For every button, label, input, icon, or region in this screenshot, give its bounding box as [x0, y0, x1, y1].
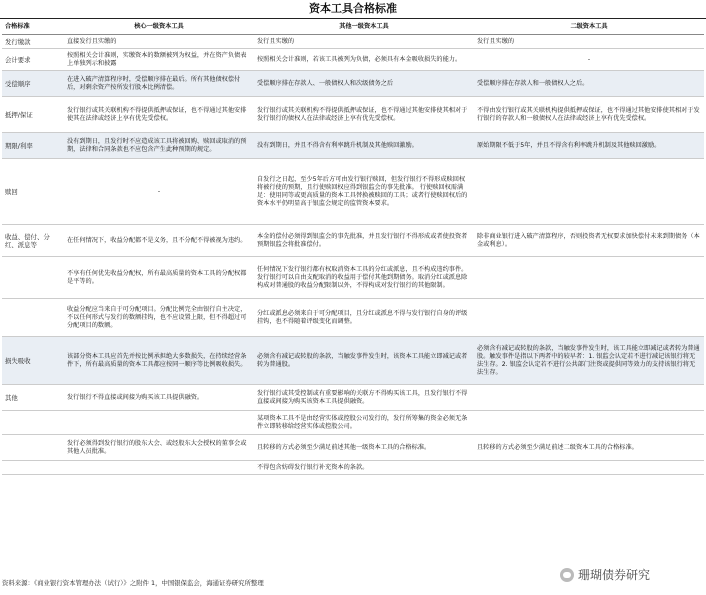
other-tier1-cell: 按照相关会计准则，若该工具被列为负债，必须具有本金吸收损失的能力。	[254, 49, 474, 71]
row-category	[2, 299, 64, 337]
tier2-cell	[474, 411, 704, 435]
row-category: 损失吸收	[2, 337, 64, 385]
table-row	[2, 299, 704, 337]
tier2-cell: 必须含有减记或转股的条款，当触发事件发生时，该工具能立即减记或者转为普通股。触发事件是指以下两者中的较早者：1. 银监会认定若不进行减记该银行将无法生存。2. 银监会认定若不进行公共部门注资或提供同等效力的支持该银行将无法生存。	[474, 337, 704, 385]
tier2-cell: 受偿顺序排在存款人和一般债权人之后。	[474, 71, 704, 97]
tier2-cell	[474, 299, 704, 337]
col-header-other-tier1: 其他一级资本工具	[254, 20, 474, 35]
table-row	[2, 49, 704, 71]
watermark-text: 珊瑚债券研究	[578, 568, 651, 582]
other-tier1-cell: 发行且实缴的	[254, 35, 474, 49]
other-tier1-cell: 发行银行或其受控制或有重要影响的关联方不得购买该工具，且发行银行不得直接或间接为购买该资本工具提供融资。	[254, 385, 474, 411]
other-tier1-cell: 没有到期日，并且不得含有利率跳升机制及其他赎回激励。	[254, 133, 474, 159]
table-row	[2, 385, 704, 411]
table-row	[2, 225, 704, 257]
core-tier1-cell: 该部分资本工具应首先并按比例承担绝大多数损失，在持续经营条件下，所有最高质量的资本工具都应按同一顺序等比例吸收损失。	[64, 337, 254, 385]
tier2-cell: 原始期限不低于5年，并且不得含有利率跳升机制及其他赎回激励。	[474, 133, 704, 159]
other-tier1-cell: 本金的偿付必须得到银监会的事先批准，并且发行银行不得形成或者使投资者预期银监会将批准偿付。	[254, 225, 474, 257]
row-category: 抵押/保证	[2, 97, 64, 133]
core-tier1-cell: 不享有任何优先收益分配权，所有最高质量的资本工具的分配权都是平等的。	[64, 257, 254, 299]
watermark	[560, 566, 650, 583]
core-tier1-cell	[64, 461, 254, 475]
col-header-tier2: 二级资本工具	[474, 20, 704, 35]
table-row	[2, 159, 704, 225]
core-tier1-cell: 没有到期日，且发行时不应造成该工具将被回购、赎回或取消的预期，法律和合同条款也不应包含产生此种预期的规定。	[64, 133, 254, 159]
tier2-cell	[474, 257, 704, 299]
core-tier1-cell: 发行银行或其关联机构不得提供抵押或保证，也不得通过其他安排使其在法律或经济上享有优先受偿权。	[64, 97, 254, 133]
table-row	[2, 411, 704, 435]
row-category	[2, 411, 64, 435]
other-tier1-cell: 自发行之日起，至少5年后方可由发行银行赎回，但发行银行不得形成赎回权将被行使的预期，且行使赎回权应得到银监会的事先批准。 行使赎回权需满足：使用同等或更高质量的资本工具替换被赎回的工具；或者行使赎回权后的资本水平仍明显高于银监会规定的监管资本要求。	[254, 159, 474, 225]
tier2-cell: 发行且实缴的	[474, 35, 704, 49]
other-tier1-cell: 分红或派息必须来自于可分配项目，且分红或派息不得与发行银行自身的评级挂钩，也不得随着评级变化而调整。	[254, 299, 474, 337]
table-row	[2, 337, 704, 385]
tier2-cell: 除非商业银行进入破产清算程序，否则投资者无权要求加快偿付未来到期债务（本金或利息）。	[474, 225, 704, 257]
table-row	[2, 461, 704, 475]
col-header-standard: 合格标准	[2, 20, 64, 35]
table-row	[2, 35, 704, 49]
core-tier1-cell: 发行必须得到发行银行的股东大会、或经股东大会授权的董事会或其他人员批准。	[64, 435, 254, 461]
row-category: 其他	[2, 385, 64, 411]
core-tier1-cell: 发行银行不得直接或间接为购买该工具提供融资。	[64, 385, 254, 411]
table-body	[2, 35, 704, 475]
table-row	[2, 257, 704, 299]
tier2-cell: -	[474, 49, 704, 71]
core-tier1-cell: -	[64, 159, 254, 225]
core-tier1-cell	[64, 411, 254, 435]
row-category: 发行缴款	[2, 35, 64, 49]
col-header-core-tier1: 核心一级资本工具	[64, 20, 254, 35]
capital-standards-table	[2, 20, 704, 475]
tier2-cell: 不得由发行银行或其关联机构提供抵押或保证，也不得通过其他安排使其相对于发行银行的存款人和一般债权人在法律或经济上享有优先受偿权。	[474, 97, 704, 133]
row-category	[2, 257, 64, 299]
other-tier1-cell: 某项资本工具不是由经营实体或控股公司发行的，发行所筹集的资金必须无条件立即转移给经营实体或控股公司。	[254, 411, 474, 435]
table-row	[2, 97, 704, 133]
core-tier1-cell: 在任何情况下，收益分配都不是义务，且不分配不得被视为违约。	[64, 225, 254, 257]
page-title: 资本工具合格标准	[0, 0, 706, 19]
row-category: 收益、偿付、分红、派息等	[2, 225, 64, 257]
table-row	[2, 435, 704, 461]
tier2-cell	[474, 385, 704, 411]
row-category	[2, 461, 64, 475]
row-category: 受偿顺序	[2, 71, 64, 97]
other-tier1-cell: 受偿顺序排在存款人、一般债权人和次级债务之后	[254, 71, 474, 97]
table-row	[2, 71, 704, 97]
other-tier1-cell: 必须含有减记或转股的条款，当触发事件发生时，该资本工具能立即减记或者转为普通股。	[254, 337, 474, 385]
table-header	[2, 20, 704, 35]
tier2-cell	[474, 461, 704, 475]
core-tier1-cell: 直接发行且实缴的	[64, 35, 254, 49]
tier2-cell	[474, 159, 704, 225]
row-category	[2, 435, 64, 461]
wechat-icon	[560, 568, 574, 582]
other-tier1-cell: 不得包含妨碍发行银行补充资本的条款。	[254, 461, 474, 475]
tier2-cell: 且转移的方式必须至少满足前述二级资本工具的合格标准。	[474, 435, 704, 461]
core-tier1-cell: 收益分配应当来自于可分配项目。分配比例完全由银行自主决定，不以任何形式与发行的数额挂钩，也不应设置上限，但不得超过可分配项目的数额。	[64, 299, 254, 337]
other-tier1-cell: 任何情况下发行银行都有权取消资本工具的分红或派息，且不构成违约事件。发行银行可以自由支配取消的收益用于偿付其他到期债务。取消分红或派息除构成对普通股的收益分配限制以外，不得构成对发行银行的其他限制。	[254, 257, 474, 299]
row-category: 会计要求	[2, 49, 64, 71]
core-tier1-cell: 在进入破产清算程序时，受偿顺序排在最后。所有其他债权偿付后，对剩余资产按所发行股本比例清偿。	[64, 71, 254, 97]
table-row	[2, 133, 704, 159]
other-tier1-cell: 且转移的方式必须至少满足前述其他一级资本工具的合格标准。	[254, 435, 474, 461]
row-category: 赎回	[2, 159, 64, 225]
row-category: 期限/利率	[2, 133, 64, 159]
core-tier1-cell: 按照相关会计准则，实缴资本的数额被列为权益，并在资产负债表上单独列示和披露	[64, 49, 254, 71]
source-footnote: 资料来源：《商业银行资本管理办法（试行）》之附件 1，中国银保监会，海通证券研究所整理	[2, 579, 264, 587]
other-tier1-cell: 发行银行或其关联机构不得提供抵押或保证，也不得通过其他安排使其相对于发行银行的债权人在法律或经济上享有优先受偿权。	[254, 97, 474, 133]
